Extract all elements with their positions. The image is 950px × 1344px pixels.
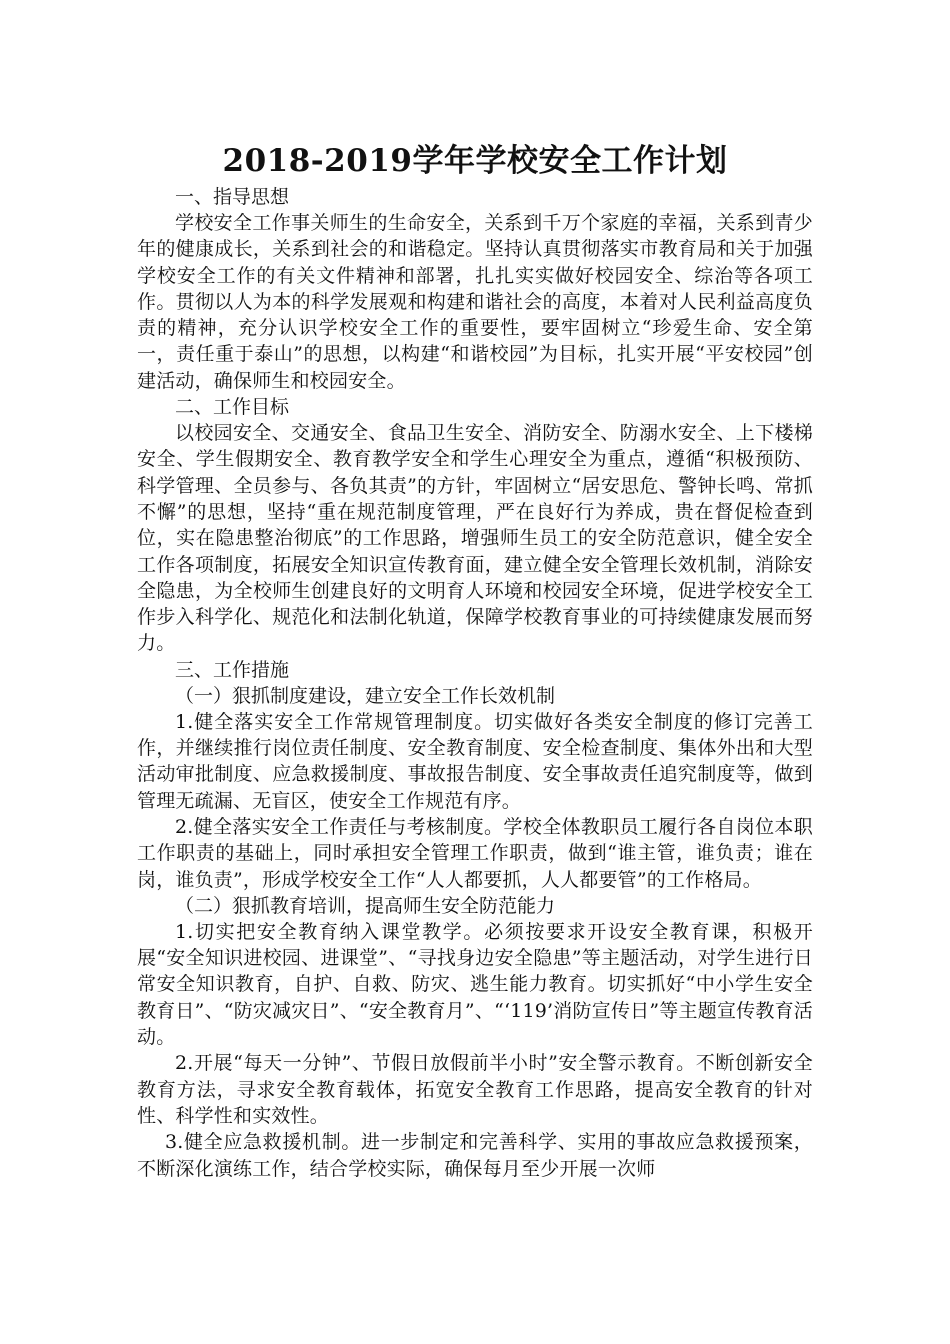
document-page xyxy=(137,138,813,1182)
paragraph-classroom-teaching: 1.切实把安全教育纳入课堂教学。必须按要求开设安全教育课，积极开展“安全知识进校园、进课堂”、“寻找身边安全隐患”等主题活动，对学生进行日常安全知识教育，自护、自救、防灾、逃生能力教育。切实抓好“中小学生安全教育日”、“防灾减灾日”、“安全教育月”、“‘119’消防宣传日”等主题宣传教育活动。 xyxy=(137,920,813,1049)
section-heading-work-measures: 三、工作措施 xyxy=(175,658,290,681)
paragraph-routine-management: 1.健全落实安全工作常规管理制度。切实做好各类安全制度的修订完善工作，并继续推行岗位责任制度、安全教育制度、安全检查制度、集体外出和大型活动审批制度、应急救援制度、事故报告制度、安全事故责任追究制度等，做到管理无疏漏、无盲区，使安全工作规范有序。 xyxy=(137,710,813,812)
paragraph-responsibility-assessment: 2.健全落实安全工作责任与考核制度。学校全体教职员工履行各自岗位本职工作职责的基础上，同时承担安全管理工作职责，做到“谁主管，谁负责；谁在岗，谁负责”，形成学校安全工作“人人都要抓，人人都要管”的工作格局。 xyxy=(137,815,813,891)
subheading-system-building: （一）狠抓制度建设，建立安全工作长效机制 xyxy=(175,684,556,707)
paragraph-safety-warning: 2.开展“每天一分钟”、节假日放假前半小时”安全警示教育。不断创新安全教育方法，寻求安全教育载体，拓宽安全教育工作思路，提高安全教育的针对性、科学性和实效性。 xyxy=(137,1052,813,1127)
paragraph-emergency-rescue: 3.健全应急救援机制。进一步制定和完善科学、实用的事故应急救援预案，不断深化演练工作，结合学校实际，确保每月至少开展一次师 xyxy=(137,1131,813,1180)
paragraph-work-goals: 以校园安全、交通安全、食品卫生安全、消防安全、防溺水安全、上下楼梯安全、学生假期安全、教育教学安全和学生心理安全为重点，遵循“积极预防、科学管理、全员参与、各负其责”的方针，牢固树立“居安思危、警钟长鸣、常抓不懈”的思想，坚持“重在规范制度管理，严在良好行为养成，贵在督促检查到位，实在隐患整治彻底”的工作思路，增强师生员工的安全防范意识，健全安全工作各项制度，拓展安全知识宣传教育面，建立健全安全管理长效机制，消除安全隐患，为全校师生创建良好的文明育人环境和校园安全环境，促进学校安全工作步入科学化、规范化和法制化轨道，保障学校教育事业的可持续健康发展而努力。 xyxy=(137,422,813,655)
section-heading-work-goals: 二、工作目标 xyxy=(175,396,290,419)
paragraph-guiding-ideology: 学校安全工作事关师生的生命安全，关系到千万个家庭的幸福，关系到青少年的健康成长，关系到社会的和谐稳定。坚持认真贯彻落实市教育局和关于加强学校安全工作的有关文件精神和部署，扎扎实实做好校园安全、综治等各项工作。贯彻以人为本的科学发展观和构建和谐社会的高度，本着对人民利益高度负责的精神，充分认识学校安全工作的重要性，要牢固树立“珍爱生命、安全第一，责任重于泰山”的思想，以构建“和谐校园”为目标，扎实开展“平安校园”创建活动，确保师生和校园安全。 xyxy=(137,212,813,392)
subheading-education-training: （二）狠抓教育培训，提高师生安全防范能力 xyxy=(175,894,556,917)
document-title: 2018-2019学年学校安全工作计划 xyxy=(222,143,728,179)
section-heading-guiding-ideology: 一、指导思想 xyxy=(175,186,290,208)
